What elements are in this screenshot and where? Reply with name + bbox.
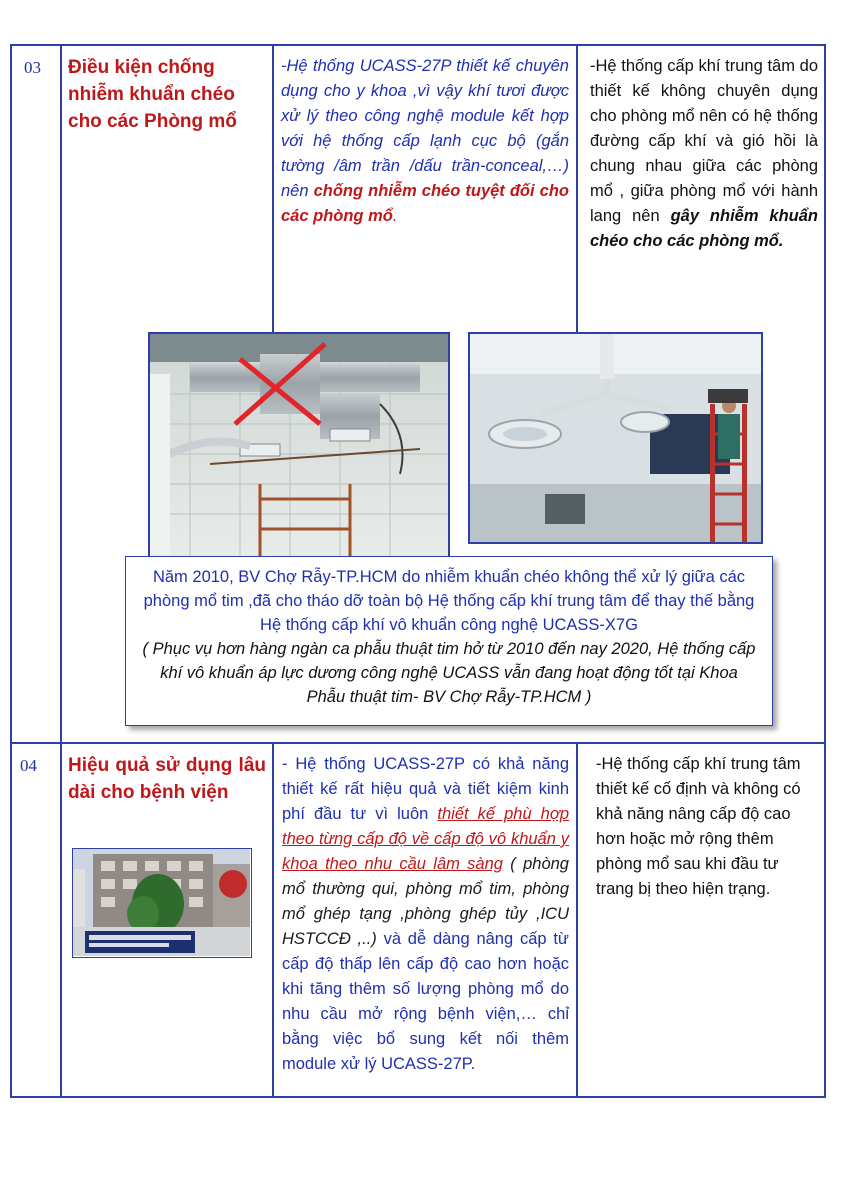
- row-number-03: 03: [24, 58, 41, 77]
- ucass-text-04d: và dễ dàng nâng cấp từ cấp độ thấp lên cấp độ cao hơn hoặc khi tăng thêm số lượng phòng mổ do nhu cầu mở rộng bệnh viện,… chỉ bằng việc bổ sung kết nối thêm module xử lý UCASS-27P.: [282, 930, 569, 1073]
- ucass-text-03c: .: [392, 207, 398, 225]
- central-text-03b: gây nhiễm khuẩn chéo cho các phòng mổ.: [590, 207, 818, 250]
- table-border-bottom: [10, 1096, 826, 1098]
- central-description-04: -Hệ thống cấp khí trung tâm thiết kế cố định và không có khả năng nâng cấp độ cao hơn hoặc mở rộng thêm phòng mổ sau khi đầu tư trang bị theo hiện trạng.: [596, 755, 801, 898]
- ucass-description-04: [282, 752, 569, 1077]
- callout-line-1: Năm 2010, BV Chợ Rẫy-TP.HCM do nhiễm khuẩn chéo không thể xử lý giữa các phòng mổ tim ,đã cho tháo dỡ toàn bộ Hệ thống cấp khí trung tâm để thay thế bằng Hệ thống cấp khí vô khuẩn công nghệ UCASS-X7G: [143, 568, 755, 634]
- row-divider: [10, 742, 826, 744]
- row-title-03: Điều kiện chống nhiễm khuẩn chéo cho các Phòng mổ: [68, 57, 237, 132]
- hospital-building-image: [73, 849, 250, 956]
- col-divider-2b: [272, 742, 274, 1097]
- hospital-building-photo: [72, 848, 252, 958]
- col-divider-1: [60, 44, 62, 742]
- ucass-description-03: [281, 54, 569, 229]
- row-number-04: 04: [20, 756, 37, 775]
- operating-room-photo: [468, 332, 763, 544]
- ucass-text-04a: - Hệ thống UCASS-27P có khả năng thiết kế rất hiệu quả và tiết kiệm kinh phí đầu tư vì luôn: [282, 755, 569, 823]
- row-title-04: Hiệu quả sử dụng lâu dài cho bệnh viện: [68, 755, 266, 803]
- table-border-left: [10, 44, 12, 1097]
- col-divider-3: [576, 44, 578, 334]
- col-divider-3b: [576, 742, 578, 1097]
- ucass-text-03b: chống nhiễm chéo tuyệt đối cho các phòng mổ: [281, 182, 569, 225]
- col-divider-2: [272, 44, 274, 334]
- ucass-text-03a: -Hệ thống UCASS-27P thiết kế chuyên dụng cho y khoa ,vì vậy khí tươi được xử lý theo công nghệ module kết hợp với hệ thống cấp lạnh cục bộ (gắn tường /âm trần /dấu trần-conceal,…) nên: [281, 57, 569, 200]
- case-study-callout: [125, 556, 773, 726]
- callout-line-2: ( Phục vụ hơn hàng ngàn ca phẫu thuật tim hở từ 2010 đến nay 2020, Hệ thống cấp khí vô khuẩn áp lực dương công nghệ UCASS vẫn đang hoạt động tốt tại Khoa Phẫu thuật tim- BV Chợ Rẫy-TP.HCM ): [142, 640, 756, 706]
- ucass-text-04b: thiết kế phù hợp theo từng cấp độ về cấp độ vô khuẩn y khoa theo nhu cầu lâm sàng: [282, 805, 570, 873]
- table-border-top: [10, 44, 826, 46]
- table-border-right: [824, 44, 826, 1097]
- operating-room-image: [470, 334, 761, 542]
- central-text-03a: -Hệ thống cấp khí trung tâm do thiết kế không chuyên dụng cho phòng mổ nên có hệ thống đường cấp khí và gió hồi là chung nhau giữa các phòng mổ , giữa phòng mổ với hành lang nên: [590, 57, 818, 225]
- ucass-text-04c: ( phòng mổ thường qui, phòng mổ tim, phòng mổ ghép tạng ,phòng ghép tủy ,ICU HSTCCĐ ,..): [282, 855, 569, 948]
- central-description-03: [590, 54, 818, 254]
- col-divider-1b: [60, 742, 62, 1097]
- ceiling-duct-image: [150, 334, 448, 556]
- ceiling-duct-photo: [148, 332, 450, 558]
